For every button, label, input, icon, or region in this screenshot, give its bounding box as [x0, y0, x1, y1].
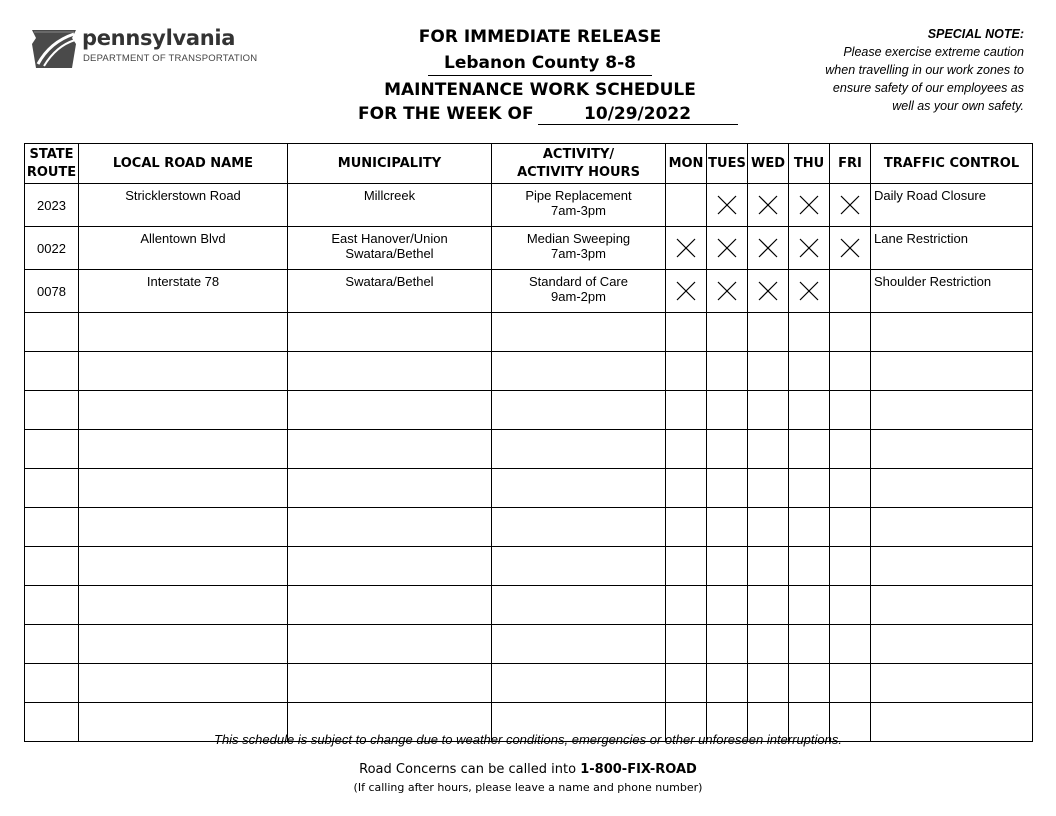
empty-cell: [830, 625, 871, 664]
empty-cell: [748, 352, 789, 391]
empty-table-row: [25, 469, 1033, 508]
empty-cell: [748, 625, 789, 664]
empty-cell: [789, 391, 830, 430]
cell-tues: [707, 227, 748, 270]
empty-cell: [666, 547, 707, 586]
empty-cell: [666, 352, 707, 391]
header-state-route: STATE ROUTE: [25, 144, 79, 184]
special-note-line: well as your own safety.: [892, 99, 1024, 113]
scheduled-x-mark-icon: [839, 194, 861, 216]
empty-cell: [748, 313, 789, 352]
empty-table-row: [25, 547, 1033, 586]
empty-cell: [789, 625, 830, 664]
cell-tues: [707, 270, 748, 313]
scheduled-x-mark-icon: [675, 237, 697, 259]
empty-cell: [830, 664, 871, 703]
empty-cell: [25, 391, 79, 430]
scheduled-x-mark-icon: [757, 237, 779, 259]
empty-cell: [830, 508, 871, 547]
empty-cell: [79, 391, 288, 430]
empty-cell: [789, 664, 830, 703]
phone-number: 1-800-FIX-ROAD: [580, 762, 697, 777]
after-hours-note: (If calling after hours, please leave a name and phone number): [353, 781, 703, 794]
scheduled-x-mark-icon: [716, 194, 738, 216]
scheduled-x-mark-icon: [757, 194, 779, 216]
empty-cell: [666, 586, 707, 625]
scheduled-x-mark-icon: [716, 280, 738, 302]
cell-mon: [666, 184, 707, 227]
cell-local-road: Interstate 78: [79, 270, 288, 313]
cell-traffic-control: Shoulder Restriction: [871, 270, 1033, 313]
empty-cell: [492, 547, 666, 586]
cell-wed: [748, 184, 789, 227]
header-mon: MON: [666, 144, 707, 184]
empty-cell: [25, 625, 79, 664]
cell-local-road: Stricklerstown Road: [79, 184, 288, 227]
header-thu: THU: [789, 144, 830, 184]
cell-traffic-control: Lane Restriction: [871, 227, 1033, 270]
empty-cell: [79, 625, 288, 664]
empty-cell: [288, 313, 492, 352]
empty-cell: [871, 547, 1033, 586]
schedule-table: [24, 143, 1033, 742]
cell-fri: [830, 227, 871, 270]
empty-cell: [871, 352, 1033, 391]
empty-cell: [871, 391, 1033, 430]
empty-cell: [666, 391, 707, 430]
logo-department: DEPARTMENT OF TRANSPORTATION: [83, 53, 258, 64]
scheduled-x-mark-icon: [757, 280, 779, 302]
cell-fri: [830, 184, 871, 227]
cell-municipality: Swatara/Bethel: [288, 270, 492, 313]
empty-cell: [830, 547, 871, 586]
empty-cell: [79, 547, 288, 586]
release-heading: FOR IMMEDIATE RELEASE: [418, 27, 662, 47]
cell-fri: [830, 270, 871, 313]
empty-cell: [789, 586, 830, 625]
table-row: [25, 270, 1033, 313]
empty-cell: [666, 430, 707, 469]
empty-cell: [25, 547, 79, 586]
empty-cell: [288, 586, 492, 625]
empty-cell: [288, 547, 492, 586]
schedule-disclaimer: This schedule is subject to change due to weather conditions, emergencies or other unforeseen interruptions.: [214, 732, 842, 747]
empty-cell: [79, 664, 288, 703]
empty-cell: [789, 469, 830, 508]
scheduled-x-mark-icon: [798, 280, 820, 302]
empty-cell: [288, 469, 492, 508]
empty-cell: [492, 391, 666, 430]
empty-cell: [830, 391, 871, 430]
empty-cell: [25, 313, 79, 352]
empty-cell: [288, 352, 492, 391]
cell-thu: [789, 227, 830, 270]
empty-table-row: [25, 586, 1033, 625]
empty-cell: [871, 586, 1033, 625]
scheduled-x-mark-icon: [798, 237, 820, 259]
scheduled-x-mark-icon: [675, 280, 697, 302]
keystone-logo-icon: [30, 24, 78, 70]
empty-cell: [707, 391, 748, 430]
empty-table-row: [25, 430, 1033, 469]
road-concerns-line: Road Concerns can be called into 1-800-FIX-ROAD: [359, 762, 697, 777]
cell-activity: Pipe Replacement 7am-3pm: [492, 184, 666, 227]
header-traffic-control: TRAFFIC CONTROL: [871, 144, 1033, 184]
empty-cell: [288, 430, 492, 469]
empty-cell: [492, 625, 666, 664]
scheduled-x-mark-icon: [716, 237, 738, 259]
empty-cell: [871, 625, 1033, 664]
empty-table-row: [25, 664, 1033, 703]
empty-cell: [707, 547, 748, 586]
header-activity: ACTIVITY/ ACTIVITY HOURS: [492, 144, 666, 184]
empty-cell: [492, 313, 666, 352]
empty-cell: [871, 508, 1033, 547]
schedule-title: MAINTENANCE WORK SCHEDULE: [384, 80, 696, 100]
cell-thu: [789, 270, 830, 313]
empty-table-row: [25, 508, 1033, 547]
empty-cell: [666, 313, 707, 352]
empty-cell: [666, 664, 707, 703]
empty-cell: [25, 664, 79, 703]
empty-cell: [492, 352, 666, 391]
table-header-row: [25, 144, 1033, 184]
empty-cell: [492, 508, 666, 547]
special-note-line: ensure safety of our employees as: [832, 81, 1024, 95]
empty-cell: [492, 586, 666, 625]
empty-cell: [492, 430, 666, 469]
special-note-line: when travelling in our work zones to: [825, 63, 1024, 77]
cell-state-route: 0078: [25, 270, 79, 313]
penndot-logo: [30, 22, 260, 72]
empty-cell: [789, 508, 830, 547]
cell-wed: [748, 270, 789, 313]
empty-cell: [288, 508, 492, 547]
empty-cell: [79, 586, 288, 625]
empty-cell: [748, 664, 789, 703]
empty-cell: [871, 664, 1033, 703]
week-label: FOR THE WEEK OF: [358, 104, 534, 124]
empty-cell: [707, 586, 748, 625]
empty-cell: [492, 664, 666, 703]
empty-cell: [748, 430, 789, 469]
empty-cell: [288, 391, 492, 430]
empty-cell: [748, 508, 789, 547]
empty-cell: [666, 625, 707, 664]
cell-municipality: Millcreek: [288, 184, 492, 227]
empty-cell: [748, 391, 789, 430]
empty-cell: [789, 547, 830, 586]
cell-wed: [748, 227, 789, 270]
logo-wordmark: pennsylvania: [82, 26, 236, 50]
cell-activity: Median Sweeping 7am-3pm: [492, 227, 666, 270]
cell-state-route: 0022: [25, 227, 79, 270]
scheduled-x-mark-icon: [798, 194, 820, 216]
empty-cell: [871, 313, 1033, 352]
empty-cell: [748, 547, 789, 586]
empty-cell: [707, 508, 748, 547]
header-local-road: LOCAL ROAD NAME: [79, 144, 288, 184]
empty-cell: [288, 625, 492, 664]
empty-cell: [666, 508, 707, 547]
empty-cell: [25, 352, 79, 391]
cell-state-route: 2023: [25, 184, 79, 227]
empty-table-row: [25, 391, 1033, 430]
empty-cell: [748, 469, 789, 508]
empty-cell: [707, 469, 748, 508]
county-heading: Lebanon County 8-8: [428, 53, 652, 76]
header-wed: WED: [748, 144, 789, 184]
empty-cell: [25, 430, 79, 469]
empty-cell: [830, 586, 871, 625]
empty-cell: [830, 313, 871, 352]
header-tues: TUES: [707, 144, 748, 184]
cell-mon: [666, 270, 707, 313]
empty-cell: [79, 352, 288, 391]
cell-tues: [707, 184, 748, 227]
table-row: [25, 227, 1033, 270]
cell-traffic-control: Daily Road Closure: [871, 184, 1033, 227]
empty-cell: [707, 430, 748, 469]
empty-cell: [707, 664, 748, 703]
cell-activity: Standard of Care 9am-2pm: [492, 270, 666, 313]
empty-cell: [492, 469, 666, 508]
empty-cell: [79, 508, 288, 547]
empty-cell: [288, 664, 492, 703]
special-note: [764, 25, 1024, 115]
empty-cell: [707, 313, 748, 352]
empty-table-row: [25, 625, 1033, 664]
empty-cell: [79, 313, 288, 352]
cell-thu: [789, 184, 830, 227]
empty-cell: [25, 469, 79, 508]
empty-cell: [789, 430, 830, 469]
empty-cell: [25, 508, 79, 547]
header-fri: FRI: [830, 144, 871, 184]
cell-local-road: Allentown Blvd: [79, 227, 288, 270]
empty-cell: [789, 313, 830, 352]
empty-cell: [707, 352, 748, 391]
header-municipality: MUNICIPALITY: [288, 144, 492, 184]
empty-cell: [79, 469, 288, 508]
empty-cell: [25, 586, 79, 625]
empty-cell: [666, 469, 707, 508]
empty-table-row: [25, 313, 1033, 352]
empty-cell: [830, 469, 871, 508]
empty-table-row: [25, 352, 1033, 391]
table-row: [25, 184, 1033, 227]
empty-cell: [830, 352, 871, 391]
cell-mon: [666, 227, 707, 270]
empty-cell: [79, 430, 288, 469]
special-note-title: SPECIAL NOTE:: [927, 27, 1024, 41]
empty-cell: [748, 586, 789, 625]
scheduled-x-mark-icon: [839, 237, 861, 259]
special-note-line: Please exercise extreme caution: [843, 45, 1024, 59]
empty-cell: [871, 469, 1033, 508]
cell-municipality: East Hanover/Union Swatara/Bethel: [288, 227, 492, 270]
empty-cell: [871, 430, 1033, 469]
week-line: [358, 104, 738, 125]
empty-cell: [789, 352, 830, 391]
empty-cell: [707, 625, 748, 664]
empty-cell: [830, 430, 871, 469]
week-date: 10/29/2022: [538, 104, 738, 125]
